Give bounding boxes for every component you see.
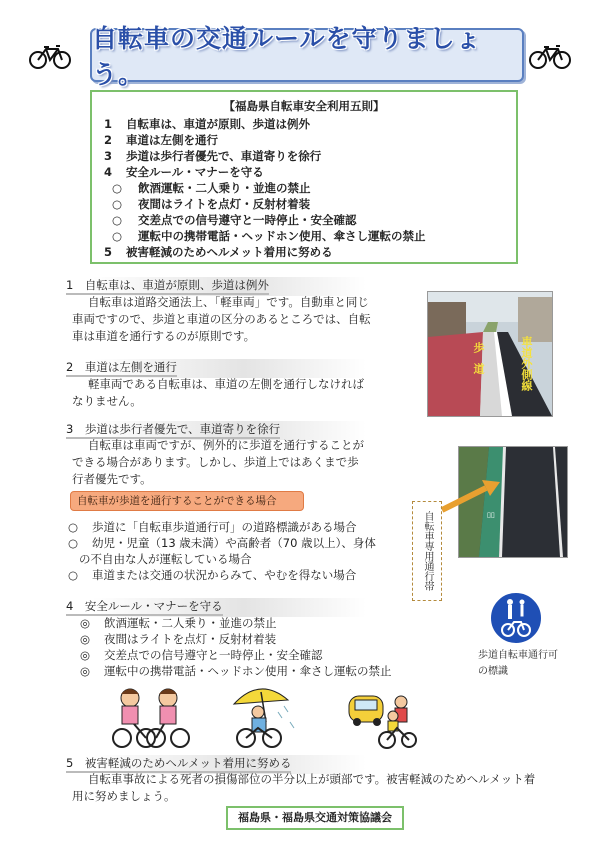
condition-item: ○ 幼児・児童（13 歳未満）や高齢者（70 歳以上）、身体 xyxy=(68,536,376,550)
sidewalk-label: 歩道 xyxy=(472,342,485,384)
section-4-heading: 4 安全ルール・マナーを守る xyxy=(62,598,366,617)
sidewalk-condition-label: 自転車が歩道を通行することができる場合 xyxy=(70,491,304,511)
condition-item: ○ 歩道に「自転車歩道通行可」の道路標識がある場合 xyxy=(68,520,357,534)
condition-item: の不自由な人が運転している場合 xyxy=(79,552,252,566)
rules-heading: 【福島県自転車安全利用五則】 xyxy=(223,99,385,113)
section-2-heading: 2 車道は左側を通行 xyxy=(62,359,366,378)
bicycle-icon-left xyxy=(28,42,72,74)
condition-item: ○ 車道または交通の状況からみて、やむを得ない場合 xyxy=(68,568,357,582)
rule-list-item: ◎ 運転中の携帯電話・ヘッドホン使用・傘さし運転の禁止 xyxy=(80,664,392,678)
section-2-body: 軽車両である自転車は、車道の左側を通行しなければ なりません。 xyxy=(72,377,364,408)
bike-lane-label: 自転車専用通行帯 xyxy=(412,501,442,601)
footer-organization: 福島県・福島県交通対策協議会 xyxy=(226,806,404,830)
rule-list-item: ◎ 交差点での信号遵守と一時停止・安全確認 xyxy=(80,648,323,662)
rule-list-item: ◎ 夜間はライトを点灯・反射材着装 xyxy=(80,632,277,646)
bicycle-icon-right xyxy=(528,42,572,74)
rule-list-item: ◎ 飲酒運転・二人乗り・並進の禁止 xyxy=(80,616,277,630)
svg-text:▯▯: ▯▯ xyxy=(487,511,495,519)
bicycle-icon xyxy=(528,42,572,70)
section-1-heading: 1 自転車は、車道が原則、歩道は例外 xyxy=(62,277,366,296)
rule-sub-item: ○ 飲酒運転・二人乗り・並進の禁止 xyxy=(112,181,311,195)
umbrella-illustration xyxy=(230,682,300,754)
rule-sub-item: ○ 夜間はライトを点灯・反射材着装 xyxy=(112,197,311,211)
outer-line-label: 車道外側線 xyxy=(520,336,533,391)
rule-item: 3 歩道は歩行者優先で、車道寄りを徐行 xyxy=(104,149,322,163)
rules-box xyxy=(90,90,518,264)
sign-caption: 歩道自転車通行可 の標識 xyxy=(478,650,558,677)
section-5-body: 自転車事故による死者の損傷部位の半分以上が頭部です。被害軽減のためヘルメット着 用に努めましょう。 xyxy=(72,772,536,803)
title-banner xyxy=(90,24,524,89)
children-illustration xyxy=(110,684,190,754)
rule-sub-item: ○ 交差点での信号遵守と一時停止・安全確認 xyxy=(112,213,357,227)
rule-item: 5 被害軽減のためヘルメット着用に努める xyxy=(104,245,333,259)
bike-sign-icon xyxy=(488,590,544,650)
rule-item: 1 自転車は、車道が原則、歩道は例外 xyxy=(104,117,310,131)
section-1-body: 自転車は道路交通法上、「軽車両」です。自動車と同じ 車両ですので、歩道と車道の区分のあるところでは、自転 車は車道を通行するのが原則です。 xyxy=(72,295,371,343)
section-5-heading: 5 被害軽減のためヘルメット着用に努める xyxy=(62,755,366,774)
page-title: 自転車の交通ルールを守りましょう。 xyxy=(92,24,482,89)
car-illustration xyxy=(345,682,417,754)
arrow-icon xyxy=(438,478,502,518)
rule-item: 2 車道は左側を通行 xyxy=(104,133,218,147)
section-3-heading: 3 歩道は歩行者優先で、車道寄りを徐行 xyxy=(62,421,366,440)
rule-sub-item: ○ 運転中の携帯電話・ヘッドホン使用、傘さし運転の禁止 xyxy=(112,229,426,243)
road-photo xyxy=(427,291,553,417)
section-3-body: 自転車は車両ですが、例外的に歩道を通行することが できる場合があります。しかし、歩道上ではあくまで歩 行者優先です。 xyxy=(72,438,364,486)
bicycle-icon xyxy=(28,42,72,70)
rule-item: 4 安全ルール・マナーを守る xyxy=(104,165,264,179)
